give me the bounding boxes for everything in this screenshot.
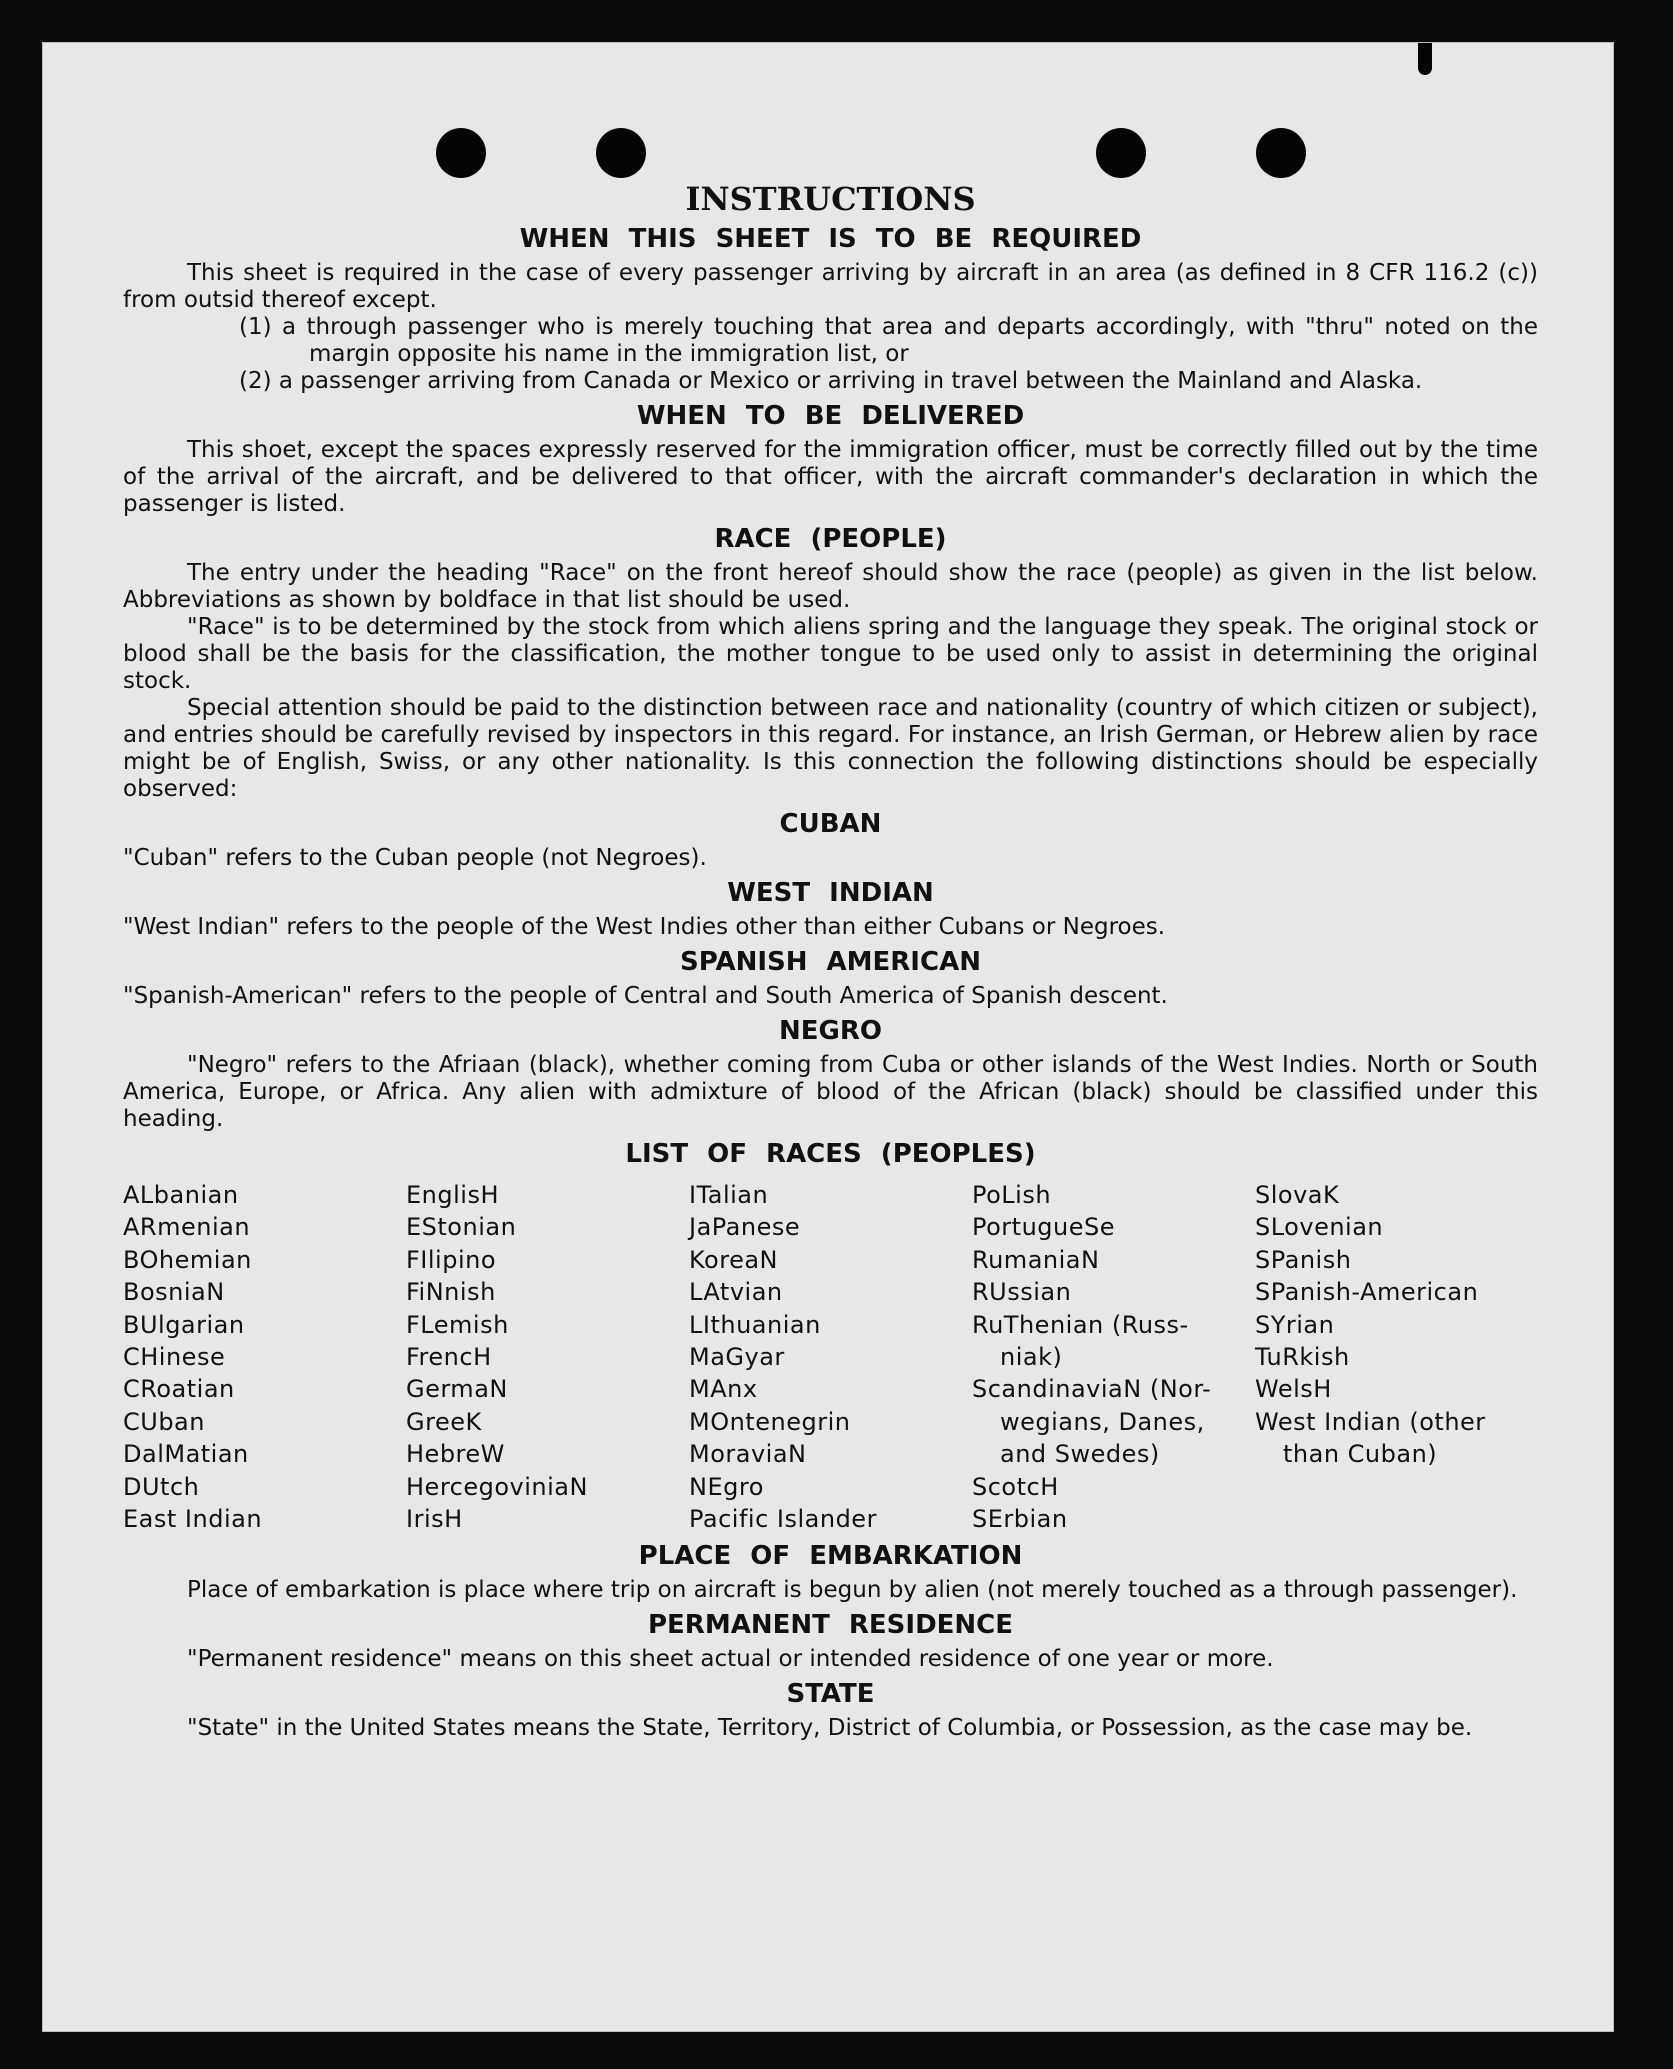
race-item: Pacific Islander <box>689 1505 877 1534</box>
race-item: SErbian <box>972 1505 1068 1534</box>
race-item: IrisH <box>406 1505 463 1534</box>
punch-hole-4 <box>1256 128 1306 178</box>
race-item: ScotcH <box>972 1472 1059 1501</box>
race-item-continued: than Cuban) <box>1283 1440 1438 1469</box>
instructions-content <box>123 180 1538 1742</box>
punch-hole-2 <box>596 128 646 178</box>
paragraph-required: This sheet is required in the case of every passenger arriving by aircraft in an area (as defined in 8 CFR 116.2 (c)) from outsid thereof except. <box>123 260 1538 313</box>
race-item: SYrian <box>1255 1310 1335 1339</box>
exception-item-1: (1) a through passenger who is merely touching that area and departs accordingly, with "thru" noted on the margin opposite his name in the immigration list, or <box>239 314 1538 367</box>
paragraph-state: "State" in the United States means the State, Territory, District of Columbia, or Possession, as the case may be. <box>187 1715 1473 1742</box>
paragraph-west-indian: "West Indian" refers to the people of the West Indies other than either Cubans or Negroes. <box>123 914 1166 940</box>
race-item: MoraviaN <box>689 1440 807 1469</box>
race-item: KoreaN <box>689 1245 778 1274</box>
race-item: CRoatian <box>123 1375 235 1404</box>
heading-required: WHEN THIS SHEET IS TO BE REQUIRED <box>519 224 1142 254</box>
exception-item-2: (2) a passenger arriving from Canada or Mexico or arriving in travel between the Mainland and Alaska. <box>239 368 1423 394</box>
paragraph-embarkation: Place of embarkation is place where trip on aircraft is begun by alien (not merely touched as a through passenger). <box>187 1577 1518 1604</box>
race-item: ARmenian <box>123 1213 251 1242</box>
race-item: NEgro <box>689 1472 764 1501</box>
race-item: East Indian <box>123 1505 263 1534</box>
heading-state: STATE <box>786 1679 875 1710</box>
race-item: PortugueSe <box>972 1213 1115 1242</box>
race-item: West Indian (other <box>1255 1407 1486 1436</box>
race-item: ScandinaviaN (Nor- <box>972 1375 1212 1404</box>
heading-embarkation: PLACE OF EMBARKATION <box>638 1541 1023 1572</box>
race-item: HercegoviniaN <box>406 1472 588 1501</box>
paragraph-race-3: Special attention should be paid to the distinction between race and nationality (country of which citizen or subject), and entries should be carefully revised by inspectors in this regard. For instance, an Irish German, or Hebrew alien by race might be of English, Swiss, or any other nationality. Is this connection the following distinctions should be especially observed: <box>123 695 1538 802</box>
heading-negro: NEGRO <box>779 1016 882 1046</box>
race-item: LIthuanian <box>689 1310 821 1339</box>
race-item: TuRkish <box>1255 1343 1350 1372</box>
race-item: BOhemian <box>123 1245 252 1274</box>
heading-spanish-american: SPANISH AMERICAN <box>680 947 981 977</box>
race-item: GermaN <box>406 1375 508 1404</box>
heading-west-indian: WEST INDIAN <box>727 878 934 908</box>
races-column-2 <box>406 1179 689 1535</box>
race-item: DalMatian <box>123 1440 249 1469</box>
punch-hole-1 <box>436 128 486 178</box>
race-item: RumaniaN <box>972 1245 1100 1274</box>
paragraph-delivered: This shoet, except the spaces expressly reserved for the immigration officer, must be correctly filled out by the time of the arrival of the aircraft, and be delivered to that officer, with the aircraft commander's declaration in which the passenger is listed. <box>123 437 1538 517</box>
race-item: SPanish-American <box>1255 1278 1479 1307</box>
races-column-5 <box>1255 1179 1538 1535</box>
paragraph-negro: "Negro" refers to the Afriaan (black), whether coming from Cuba or other islands of the West Indies. North or South America, Europe, or Africa. Any alien with admixture of blood of the African (black) should be classified under this heading. <box>123 1052 1538 1132</box>
races-column-1 <box>123 1179 406 1535</box>
race-item: HebreW <box>406 1440 505 1469</box>
heading-list-of-races: LIST OF RACES (PEOPLES) <box>625 1139 1036 1169</box>
race-item: ITalian <box>689 1181 769 1209</box>
page-notch <box>1418 43 1432 75</box>
paragraph-race-1: The entry under the heading "Race" on the front hereof should show the race (people) as given in the list below. Abbreviations as shown by boldface in that list should be used. <box>123 560 1538 613</box>
race-item-continued: and Swedes) <box>1000 1440 1160 1469</box>
page-title: INSTRUCTIONS <box>685 180 976 218</box>
race-item: PoLish <box>972 1181 1052 1209</box>
heading-permanent-residence: PERMANENT RESIDENCE <box>647 1610 1014 1641</box>
race-item: SlovaK <box>1255 1181 1340 1209</box>
paragraph-cuban: "Cuban" refers to the Cuban people (not Negroes). <box>123 845 707 871</box>
document-page <box>42 42 1614 2032</box>
race-item: CHinese <box>123 1343 226 1372</box>
race-item: FiNnish <box>406 1278 496 1307</box>
races-column-3 <box>689 1179 972 1535</box>
race-item: WelsH <box>1255 1375 1332 1404</box>
race-item: CUban <box>123 1407 205 1436</box>
race-item: BosniaN <box>123 1278 225 1307</box>
race-item: DUtch <box>123 1472 200 1501</box>
punch-hole-3 <box>1096 128 1146 178</box>
heading-delivered: WHEN TO BE DELIVERED <box>636 401 1025 431</box>
race-item: JaPanese <box>689 1213 801 1242</box>
paragraph-spanish-american: "Spanish-American" refers to the people of Central and South America of Spanish descent. <box>123 983 1168 1009</box>
race-item: MOntenegrin <box>689 1407 851 1436</box>
race-item: RuThenian (Russ- <box>972 1310 1189 1339</box>
race-item-continued: wegians, Danes, <box>1000 1407 1205 1436</box>
paragraph-permanent-residence: "Permanent residence" means on this sheet actual or intended residence of one year or more. <box>187 1646 1274 1673</box>
race-item: FIlipino <box>406 1245 497 1274</box>
races-list <box>123 1179 1538 1535</box>
race-item: MAnx <box>689 1375 758 1404</box>
heading-cuban: CUBAN <box>779 809 882 839</box>
race-item: LAtvian <box>689 1278 783 1307</box>
race-item: RUssian <box>972 1278 1072 1307</box>
paragraph-race-2: "Race" is to be determined by the stock from which aliens spring and the language they speak. The original stock or blood shall be the basis for the classification, the mother tongue to be used only to assist in determining the original stock. <box>123 614 1538 694</box>
race-item-continued: niak) <box>1000 1343 1063 1372</box>
race-item: ALbanian <box>123 1181 239 1209</box>
heading-race: RACE (PEOPLE) <box>714 524 947 554</box>
race-item: MaGyar <box>689 1343 785 1372</box>
race-item: EStonian <box>406 1213 517 1242</box>
race-item: FLemish <box>406 1310 509 1339</box>
race-item: SPanish <box>1255 1245 1352 1274</box>
race-item: EnglisH <box>406 1181 499 1209</box>
race-item: BUlgarian <box>123 1310 245 1339</box>
race-item: SLovenian <box>1255 1213 1384 1242</box>
race-item: FrencH <box>406 1343 492 1372</box>
race-item: GreeK <box>406 1407 482 1436</box>
races-column-4 <box>972 1179 1255 1535</box>
